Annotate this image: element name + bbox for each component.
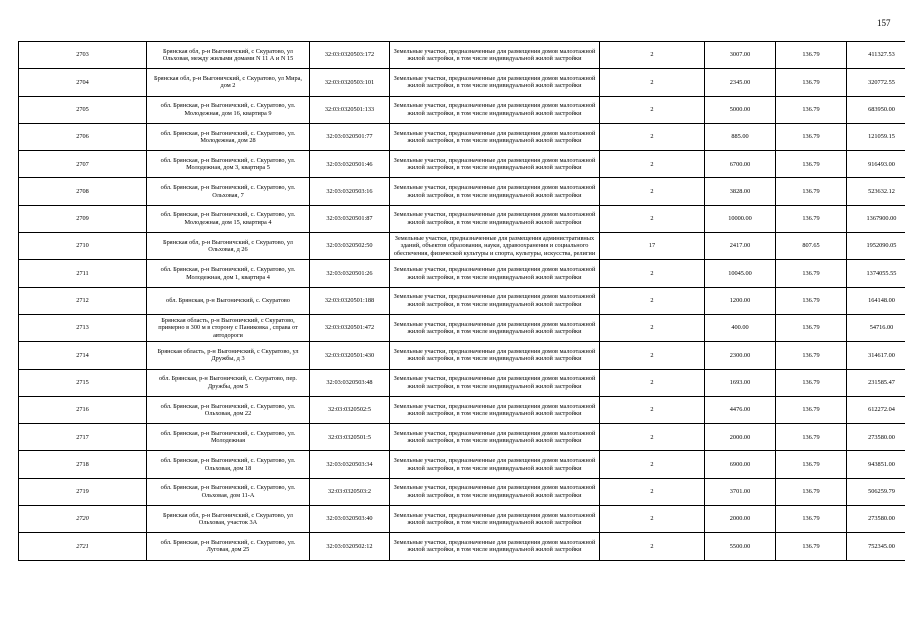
cadastral-value-cell: 164148.00 — [847, 287, 905, 314]
page-number: 157 — [877, 18, 891, 28]
cadastral-number-cell: 32:03:0320503:172 — [310, 42, 390, 69]
use-group-cell: 2 — [600, 260, 705, 287]
table-row — [19, 42, 905, 69]
table-row — [19, 451, 905, 478]
cadastral-value-cell: 273580.00 — [847, 506, 905, 533]
area-cell: 1693.00 — [705, 369, 776, 396]
area-cell: 2417.00 — [705, 233, 776, 260]
row-number-cell: 2712 — [19, 287, 147, 314]
cadastral-value-cell: 752345.00 — [847, 533, 905, 560]
address-cell: обл. Брянская, р-н Выгоничский, с. Скуратово, ул. Молодежная, дом 28 — [147, 123, 310, 150]
specific-value-cell: 136.79 — [776, 42, 847, 69]
address-cell: Брянская обл, р-н Выгоничский, с Скуратово, ул Ольховая, д 26 — [147, 233, 310, 260]
row-number-cell: 2718 — [19, 451, 147, 478]
cadastral-value-cell: 314617.00 — [847, 342, 905, 369]
table-row — [19, 205, 905, 232]
use-group-cell: 2 — [600, 314, 705, 341]
permitted-use-cell: Земельные участки, предназначенные для размещения домов малоэтажной жилой застройки, в том числе индивидуальной жилой застройки — [390, 369, 600, 396]
area-cell: 3701.00 — [705, 478, 776, 505]
cadastral-number-cell: 32:03:0320503:34 — [310, 451, 390, 478]
address-cell: обл. Брянская, р-н Выгоничский, с. Скуратово, ул. Ольховая, дом 22 — [147, 396, 310, 423]
specific-value-cell: 136.79 — [776, 342, 847, 369]
row-number-cell: 2707 — [19, 151, 147, 178]
specific-value-cell: 136.79 — [776, 69, 847, 96]
row-number-cell: 2704 — [19, 69, 147, 96]
cadastral-number-cell: 32:03:0320501:430 — [310, 342, 390, 369]
row-number-cell: 2709 — [19, 205, 147, 232]
area-cell: 4476.00 — [705, 396, 776, 423]
use-group-cell: 2 — [600, 533, 705, 560]
cadastral-value-cell: 1367900.00 — [847, 205, 905, 232]
specific-value-cell: 136.79 — [776, 369, 847, 396]
use-group-cell: 2 — [600, 424, 705, 451]
address-cell: обл. Брянская, р-н Выгоничский, с. Скуратово, ул. Молодежная, дом 1, квартира 4 — [147, 260, 310, 287]
cadastral-value-table — [18, 41, 905, 561]
table-row — [19, 424, 905, 451]
use-group-cell: 2 — [600, 451, 705, 478]
specific-value-cell: 136.79 — [776, 533, 847, 560]
cadastral-number-cell: 32:03:0320503:101 — [310, 69, 390, 96]
row-number-cell: 2714 — [19, 342, 147, 369]
table-row — [19, 123, 905, 150]
permitted-use-cell: Земельные участки, предназначенные для размещения домов малоэтажной жилой застройки, в том числе индивидуальной жилой застройки — [390, 506, 600, 533]
specific-value-cell: 136.79 — [776, 478, 847, 505]
use-group-cell: 2 — [600, 478, 705, 505]
permitted-use-cell: Земельные участки, предназначенные для размещения домов малоэтажной жилой застройки, в том числе индивидуальной жилой застройки — [390, 342, 600, 369]
area-cell: 400.00 — [705, 314, 776, 341]
cadastral-number-cell: 32:03:0320501:46 — [310, 151, 390, 178]
permitted-use-cell: Земельные участки, предназначенные для размещения домов малоэтажной жилой застройки, в том числе индивидуальной жилой застройки — [390, 396, 600, 423]
use-group-cell: 2 — [600, 369, 705, 396]
specific-value-cell: 136.79 — [776, 287, 847, 314]
table-row — [19, 96, 905, 123]
permitted-use-cell: Земельные участки, предназначенные для размещения домов малоэтажной жилой застройки, в том числе индивидуальной жилой застройки — [390, 96, 600, 123]
row-number-cell: 2706 — [19, 123, 147, 150]
table-row — [19, 369, 905, 396]
cadastral-value-cell: 612272.04 — [847, 396, 905, 423]
address-cell: обл. Брянская, р-н Выгоничский, с. Скуратово, пер. Дружбы, дом 5 — [147, 369, 310, 396]
cadastral-number-cell: 32:03:0320502:12 — [310, 533, 390, 560]
address-cell: Брянская область, р-н Выгоничский, с Скуратово, ул Дружбы, д 3 — [147, 342, 310, 369]
use-group-cell: 2 — [600, 42, 705, 69]
row-number-cell: 2721 — [19, 533, 147, 560]
table-row — [19, 506, 905, 533]
area-cell: 1200.00 — [705, 287, 776, 314]
address-cell: обл. Брянская, р-н Выгоничский, с. Скуратово, ул. Луговая, дом 25 — [147, 533, 310, 560]
address-cell: обл. Брянская, р-н Выгоничский, с. Скуратово, ул. Ольховая, дом 18 — [147, 451, 310, 478]
table-row — [19, 533, 905, 560]
cadastral-value-cell: 683950.00 — [847, 96, 905, 123]
address-cell: обл. Брянская, р-н Выгоничский, с. Скуратово, ул. Ольховая, 7 — [147, 178, 310, 205]
address-cell: обл. Брянская, р-н Выгоничский, с. Скуратово, ул. Молодежная, дом 3, квартира 5 — [147, 151, 310, 178]
specific-value-cell: 807.65 — [776, 233, 847, 260]
area-cell: 2000.00 — [705, 506, 776, 533]
use-group-cell: 2 — [600, 178, 705, 205]
row-number-cell: 2705 — [19, 96, 147, 123]
permitted-use-cell: Земельные участки, предназначенные для размещения домов малоэтажной жилой застройки, в том числе индивидуальной жилой застройки — [390, 533, 600, 560]
table-row — [19, 69, 905, 96]
specific-value-cell: 136.79 — [776, 123, 847, 150]
row-number-cell: 2719 — [19, 478, 147, 505]
permitted-use-cell: Земельные участки, предназначенные для размещения домов малоэтажной жилой застройки, в том числе индивидуальной жилой застройки — [390, 314, 600, 341]
table-row — [19, 396, 905, 423]
area-cell: 2345.00 — [705, 69, 776, 96]
cadastral-number-cell: 32:03:0320501:77 — [310, 123, 390, 150]
address-cell: обл. Брянская, р-н Выгоничский, с. Скуратово, ул. Молодежная, дом 16, квартира 9 — [147, 96, 310, 123]
area-cell: 10045.00 — [705, 260, 776, 287]
use-group-cell: 2 — [600, 342, 705, 369]
address-cell: обл. Брянская, р-н Выгоничский, с. Скуратово, ул. Ольховая, дом 11-А — [147, 478, 310, 505]
use-group-cell: 17 — [600, 233, 705, 260]
area-cell: 10000.00 — [705, 205, 776, 232]
row-number-cell: 2710 — [19, 233, 147, 260]
cadastral-number-cell: 32:03:0320501:87 — [310, 205, 390, 232]
cadastral-value-cell: 54716.00 — [847, 314, 905, 341]
use-group-cell: 2 — [600, 287, 705, 314]
row-number-cell: 2716 — [19, 396, 147, 423]
cadastral-number-cell: 32:03:0320501:133 — [310, 96, 390, 123]
cadastral-value-cell: 506259.79 — [847, 478, 905, 505]
specific-value-cell: 136.79 — [776, 396, 847, 423]
use-group-cell: 2 — [600, 123, 705, 150]
area-cell: 3007.00 — [705, 42, 776, 69]
use-group-cell: 2 — [600, 205, 705, 232]
specific-value-cell: 136.79 — [776, 451, 847, 478]
area-cell: 6900.00 — [705, 451, 776, 478]
cadastral-value-cell: 411327.53 — [847, 42, 905, 69]
area-cell: 6700.00 — [705, 151, 776, 178]
specific-value-cell: 136.79 — [776, 424, 847, 451]
cadastral-number-cell: 32:03:0320503:40 — [310, 506, 390, 533]
specific-value-cell: 136.79 — [776, 151, 847, 178]
address-cell: Брянская обл, р-н Выгоничский, с Скуратово, ул Ольховая, участок 3А — [147, 506, 310, 533]
table-row — [19, 260, 905, 287]
row-number-cell: 2715 — [19, 369, 147, 396]
cadastral-value-cell: 320772.55 — [847, 69, 905, 96]
cadastral-value-cell: 1952090.05 — [847, 233, 905, 260]
address-cell: Брянская область, р-н Выгоничский, с Скуратово, примерно в 300 м в сторону с Паниковка , справа от автодороги — [147, 314, 310, 341]
cadastral-value-cell: 121059.15 — [847, 123, 905, 150]
permitted-use-cell: Земельные участки, предназначенные для размещения домов малоэтажной жилой застройки, в том числе индивидуальной жилой застройки — [390, 178, 600, 205]
permitted-use-cell: Земельные участки, предназначенные для размещения домов малоэтажной жилой застройки, в том числе индивидуальной жилой застройки — [390, 205, 600, 232]
table-row — [19, 151, 905, 178]
specific-value-cell: 136.79 — [776, 260, 847, 287]
cadastral-number-cell: 32:03:0320501:188 — [310, 287, 390, 314]
row-number-cell: 2703 — [19, 42, 147, 69]
permitted-use-cell: Земельные участки, предназначенные для размещения домов малоэтажной жилой застройки, в том числе индивидуальной жилой застройки — [390, 287, 600, 314]
cadastral-value-cell: 273580.00 — [847, 424, 905, 451]
cadastral-value-cell: 523632.12 — [847, 178, 905, 205]
area-cell: 885.00 — [705, 123, 776, 150]
cadastral-number-cell: 32:03:0320502:5 — [310, 396, 390, 423]
cadastral-number-cell: 32:03:0320503:48 — [310, 369, 390, 396]
use-group-cell: 2 — [600, 96, 705, 123]
cadastral-number-cell: 32:03:0320503:16 — [310, 178, 390, 205]
cadastral-number-cell: 32:03:0320502:50 — [310, 233, 390, 260]
cadastral-number-cell: 32:03:0320501:5 — [310, 424, 390, 451]
specific-value-cell: 136.79 — [776, 314, 847, 341]
table-row — [19, 314, 905, 341]
permitted-use-cell: Земельные участки, предназначенные для размещения административных зданий, объектов образования, науки, здравоохранения и социального обеспечения, физической культуры и спорта, культуры, искусства, религии — [390, 233, 600, 260]
use-group-cell: 2 — [600, 69, 705, 96]
row-number-cell: 2711 — [19, 260, 147, 287]
area-cell: 3828.00 — [705, 178, 776, 205]
cadastral-number-cell: 32:03:0320501:472 — [310, 314, 390, 341]
use-group-cell: 2 — [600, 506, 705, 533]
permitted-use-cell: Земельные участки, предназначенные для размещения домов малоэтажной жилой застройки, в том числе индивидуальной жилой застройки — [390, 123, 600, 150]
area-cell: 5500.00 — [705, 533, 776, 560]
permitted-use-cell: Земельные участки, предназначенные для размещения домов малоэтажной жилой застройки, в том числе индивидуальной жилой застройки — [390, 69, 600, 96]
cadastral-value-cell: 916493.00 — [847, 151, 905, 178]
permitted-use-cell: Земельные участки, предназначенные для размещения домов малоэтажной жилой застройки, в том числе индивидуальной жилой застройки — [390, 451, 600, 478]
cadastral-value-cell: 943851.00 — [847, 451, 905, 478]
use-group-cell: 2 — [600, 396, 705, 423]
area-cell: 2300.00 — [705, 342, 776, 369]
table-row — [19, 287, 905, 314]
area-cell: 2000.00 — [705, 424, 776, 451]
cadastral-number-cell: 32:03:0320501:26 — [310, 260, 390, 287]
permitted-use-cell: Земельные участки, предназначенные для размещения домов малоэтажной жилой застройки, в том числе индивидуальной жилой застройки — [390, 42, 600, 69]
row-number-cell: 2720 — [19, 506, 147, 533]
cadastral-value-cell: 1374055.55 — [847, 260, 905, 287]
specific-value-cell: 136.79 — [776, 96, 847, 123]
address-cell: обл. Брянская, р-н Выгоничский, с. Скуратово, ул. Молодежная — [147, 424, 310, 451]
permitted-use-cell: Земельные участки, предназначенные для размещения домов малоэтажной жилой застройки, в том числе индивидуальной жилой застройки — [390, 424, 600, 451]
address-cell: обл. Брянская, р-н Выгоничский, с. Скуратово — [147, 287, 310, 314]
table-body — [19, 42, 905, 561]
table-row — [19, 233, 905, 260]
use-group-cell: 2 — [600, 151, 705, 178]
row-number-cell: 2713 — [19, 314, 147, 341]
area-cell: 5000.00 — [705, 96, 776, 123]
address-cell: обл. Брянская, р-н Выгоничский, с. Скуратово, ул. Молодежная, дом 15, квартира 4 — [147, 205, 310, 232]
table-row — [19, 478, 905, 505]
permitted-use-cell: Земельные участки, предназначенные для размещения домов малоэтажной жилой застройки, в том числе индивидуальной жилой застройки — [390, 260, 600, 287]
table-row — [19, 342, 905, 369]
permitted-use-cell: Земельные участки, предназначенные для размещения домов малоэтажной жилой застройки, в том числе индивидуальной жилой застройки — [390, 151, 600, 178]
cadastral-value-cell: 231585.47 — [847, 369, 905, 396]
specific-value-cell: 136.79 — [776, 178, 847, 205]
specific-value-cell: 136.79 — [776, 205, 847, 232]
cadastral-number-cell: 32:03:0320503:2 — [310, 478, 390, 505]
address-cell: Брянская обл, р-н Выгоничский, с Скуратово, ул Мира, дом 2 — [147, 69, 310, 96]
row-number-cell: 2708 — [19, 178, 147, 205]
table-row — [19, 178, 905, 205]
address-cell: Брянская обл, р-н Выгоничский, с Скуратово, ул Ольховая, между жилыми домами N 11 А и N 15 — [147, 42, 310, 69]
specific-value-cell: 136.79 — [776, 506, 847, 533]
row-number-cell: 2717 — [19, 424, 147, 451]
permitted-use-cell: Земельные участки, предназначенные для размещения домов малоэтажной жилой застройки, в том числе индивидуальной жилой застройки — [390, 478, 600, 505]
